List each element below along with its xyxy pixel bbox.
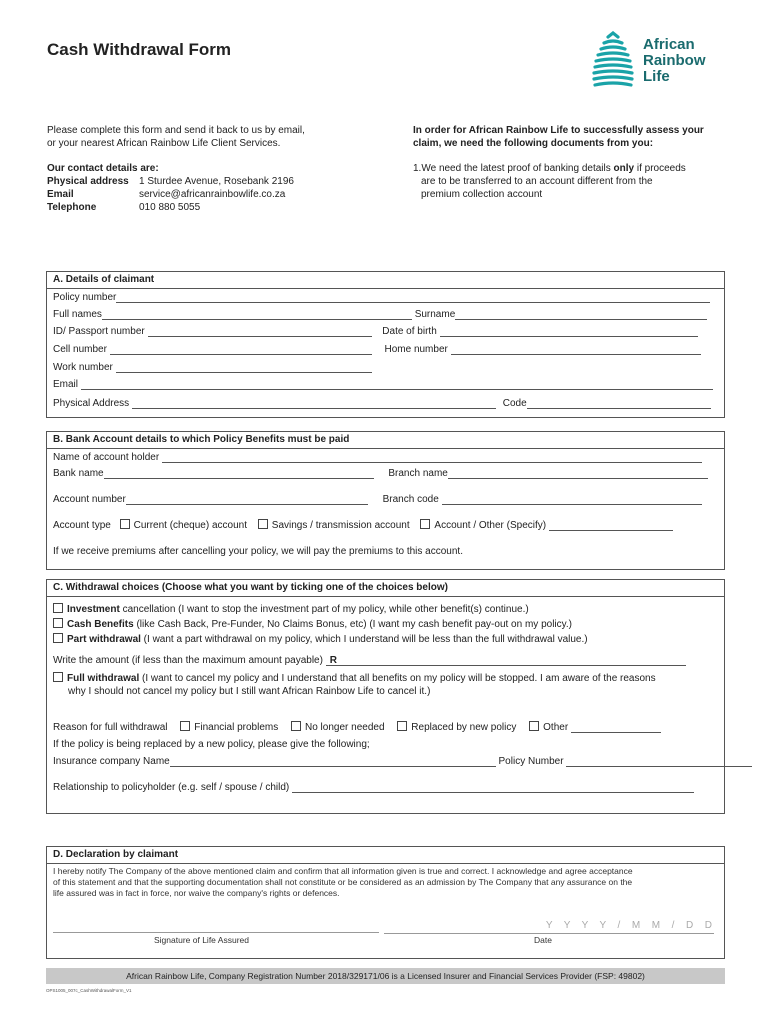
email-row	[53, 379, 717, 393]
choice-part-withdrawal	[53, 634, 717, 648]
declaration-line1: I hereby notify The Company of the above mentioned claim and confirm that all information given is true and correct. I acknowledge and agree acceptance	[53, 866, 633, 876]
date-label: Date	[534, 935, 552, 945]
currency-symbol: R	[329, 655, 337, 666]
requirements-text-2: claim, we need the following documents from you:	[413, 138, 654, 149]
names-row	[53, 309, 717, 323]
cash-benefits-text: (like Cash Back, Pre-Funder, No Claims Bonus, etc) (I want my cash benefit pay-out on my policy.)	[133, 619, 573, 630]
policy-number-label: Policy number	[53, 292, 117, 303]
declaration-line2: of this statement and that the supporting documentation shall not constitute or be considered as an admission by The Company that any assurance on the	[53, 877, 633, 887]
id-field[interactable]	[148, 326, 372, 337]
intro-text-2: or your nearest African Rainbow Life Client Services.	[47, 138, 281, 149]
form-code: OPS1005_007c_CashWithdrawalForm_V1	[46, 988, 132, 993]
section-c-header	[46, 579, 725, 597]
full-withdrawal-bold: Full withdrawal	[67, 673, 140, 684]
email-label: Email	[47, 189, 74, 200]
full-withdrawal-text-2: why I should not cancel my policy but I still want African Rainbow Life to cancel it.)	[68, 686, 431, 697]
other-reason-checkbox[interactable]	[529, 721, 539, 731]
choice-full-withdrawal	[53, 673, 717, 687]
doc1-text-b: if proceeds	[634, 163, 686, 174]
investment-text: cancellation (I want to stop the investment part of my policy, while other benefit(s) continue.)	[119, 604, 529, 615]
logo-line3: Life	[643, 68, 670, 85]
reason-label: Reason for full withdrawal	[53, 722, 168, 733]
account-type-label: Account type	[53, 520, 111, 531]
other-account-label: Account / Other (Specify)	[434, 520, 547, 531]
date-field[interactable]: Y Y Y Y / M M / D D	[384, 920, 714, 934]
intro-left	[47, 124, 305, 214]
no-longer-needed-label: No longer needed	[305, 722, 385, 733]
cell-row	[53, 344, 717, 358]
account-number-field[interactable]	[126, 494, 368, 505]
current-account-label: Current (cheque) account	[133, 520, 247, 531]
choice-cash-benefits	[53, 619, 717, 633]
replaced-note: If the policy is being replaced by a new policy, please give the following;	[53, 739, 370, 750]
bank-name-field[interactable]	[104, 468, 374, 479]
financial-problems-checkbox[interactable]	[180, 721, 190, 731]
current-account-checkbox[interactable]	[120, 519, 130, 529]
section-a-title: A. Details of claimant	[53, 274, 155, 285]
account-number-label: Account number	[53, 494, 126, 505]
section-b-title: B. Bank Account details to which Policy Benefits must be paid	[53, 434, 350, 445]
physical-address-field[interactable]	[132, 398, 496, 409]
full-names-label: Full names	[53, 309, 102, 320]
email-field[interactable]	[81, 379, 713, 390]
new-policy-number-label: Policy Number	[498, 756, 564, 767]
branch-name-field[interactable]	[448, 468, 708, 479]
logo-line2: Rainbow	[643, 52, 706, 69]
policy-number-row	[53, 292, 717, 306]
section-d-header	[46, 846, 725, 864]
bank-row	[53, 468, 717, 482]
logo-text	[643, 37, 706, 85]
financial-problems-label: Financial problems	[194, 722, 279, 733]
doc1-only: only	[613, 163, 635, 174]
account-type-row	[53, 520, 717, 534]
declaration-line3: life assured was in fact in force, nor waive the company's rights or defences.	[53, 888, 340, 898]
dob-field[interactable]	[440, 326, 698, 337]
surname-field[interactable]	[455, 309, 707, 320]
full-withdrawal-checkbox[interactable]	[53, 672, 63, 682]
branch-code-field[interactable]	[442, 494, 702, 505]
branch-name-label: Branch name	[388, 468, 448, 479]
holder-label: Name of account holder	[53, 452, 160, 463]
cash-benefits-bold: Cash Benefits	[67, 619, 134, 630]
amount-label: Write the amount (if less than the maximum amount payable)	[53, 655, 323, 666]
home-label: Home number	[384, 344, 448, 355]
account-row	[53, 494, 717, 508]
insurer-field[interactable]	[170, 756, 496, 767]
other-reason-field[interactable]	[571, 722, 661, 733]
rainbow-logo-icon	[588, 31, 638, 91]
phone-label: Telephone	[47, 202, 97, 213]
page-title: Cash Withdrawal Form	[47, 40, 232, 59]
code-label: Code	[502, 398, 527, 409]
other-reason-label: Other	[543, 722, 569, 733]
choice-investment	[53, 604, 717, 618]
premium-note: If we receive premiums after cancelling your policy, we will pay the premiums to this account.	[53, 546, 463, 557]
email-value[interactable]: service@africanrainbowlife.co.za	[139, 189, 286, 200]
full-names-field[interactable]	[102, 309, 412, 320]
email-label-a: Email	[53, 379, 79, 390]
new-policy-number-field[interactable]	[566, 756, 752, 767]
contact-heading: Our contact details are:	[47, 163, 159, 174]
work-field[interactable]	[116, 362, 372, 373]
part-withdrawal-checkbox[interactable]	[53, 633, 63, 643]
policy-number-field[interactable]	[116, 292, 710, 303]
branch-code-label: Branch code	[382, 494, 439, 505]
section-a-header	[46, 271, 725, 289]
address-row	[53, 398, 717, 412]
amount-row	[53, 655, 717, 669]
relationship-label: Relationship to policyholder (e.g. self / spouse / child)	[53, 782, 290, 793]
id-label: ID/ Passport number	[53, 326, 145, 337]
cash-benefits-checkbox[interactable]	[53, 618, 63, 628]
footer-registration: African Rainbow Life, Company Registration Number 2018/329171/06 is a Licensed Insurer and Financial Services Provider (FSP: 49802)	[46, 968, 725, 984]
reason-row	[53, 722, 717, 736]
signature-field[interactable]	[53, 932, 379, 933]
logo-line1: African	[643, 36, 695, 53]
investment-checkbox[interactable]	[53, 603, 63, 613]
section-c-title: C. Withdrawal choices (Choose what you want by ticking one of the choices below)	[53, 582, 448, 593]
replaced-checkbox[interactable]	[397, 721, 407, 731]
address-value: 1 Sturdee Avenue, Rosebank 2196	[139, 176, 294, 187]
declaration-text	[53, 866, 715, 899]
savings-account-label: Savings / transmission account	[271, 520, 410, 531]
signature-label: Signature of Life Assured	[154, 935, 249, 945]
relationship-field[interactable]	[292, 782, 694, 793]
home-field[interactable]	[451, 344, 701, 355]
insurer-label: Insurance company Name	[53, 756, 170, 767]
phone-value: 010 880 5055	[139, 202, 201, 213]
code-field[interactable]	[527, 398, 711, 409]
address-label: Physical address	[47, 176, 129, 187]
work-label: Work number	[53, 362, 113, 373]
intro-right	[413, 124, 704, 201]
cell-label: Cell number	[53, 344, 107, 355]
surname-label: Surname	[414, 309, 456, 320]
no-longer-needed-checkbox[interactable]	[291, 721, 301, 731]
id-row	[53, 326, 717, 340]
insurer-row	[53, 756, 717, 770]
cell-field[interactable]	[110, 344, 372, 355]
bank-name-label: Bank name	[53, 468, 104, 479]
doc1-text-a: 1.We need the latest proof of banking details	[413, 163, 614, 174]
doc1-line3: premium collection account	[421, 189, 543, 200]
dob-label: Date of birth	[382, 326, 437, 337]
work-row	[53, 362, 717, 376]
other-account-field[interactable]	[549, 520, 673, 531]
requirements-text-1: In order for African Rainbow Life to successfully assess your	[413, 125, 704, 136]
physical-address-label: Physical Address	[53, 398, 130, 409]
intro-text-1: Please complete this form and send it back to us by email,	[47, 125, 305, 136]
doc1-line2: are to be transferred to an account different from the	[421, 176, 653, 187]
holder-field[interactable]	[162, 452, 702, 463]
relationship-row	[53, 782, 717, 796]
full-withdrawal-text: (I want to cancel my policy and I understand that all benefits on my policy will be stopped. I am aware of the reasons	[139, 673, 656, 684]
replaced-label: Replaced by new policy	[411, 722, 517, 733]
savings-account-checkbox[interactable]	[258, 519, 268, 529]
section-d-title: D. Declaration by claimant	[53, 849, 179, 860]
part-withdrawal-bold: Part withdrawal	[67, 634, 141, 645]
part-withdrawal-text: (I want a part withdrawal on my policy, which I understand will be less than the full withdrawal value.)	[140, 634, 588, 645]
amount-field[interactable]	[326, 655, 686, 666]
holder-row	[53, 452, 717, 466]
other-account-checkbox[interactable]	[420, 519, 430, 529]
investment-bold: Investment	[67, 604, 120, 615]
